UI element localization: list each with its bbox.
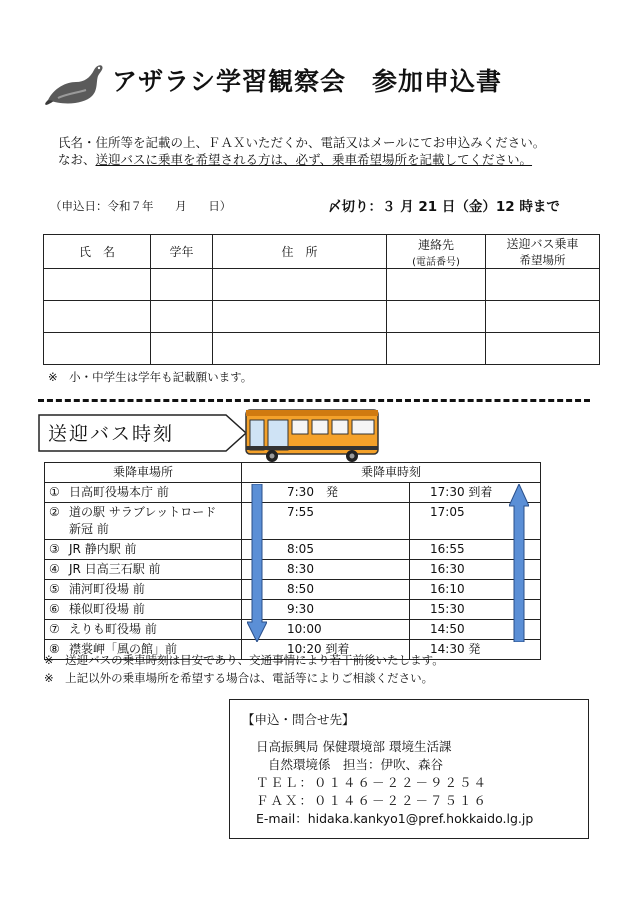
form-note: ※ 小・中学生は学年も記載願います。 (48, 370, 253, 384)
outbound-time: 10:20 到着 (242, 640, 410, 660)
contact-section: 自然環境係 担当：伊吹、森谷 (268, 757, 444, 772)
bus-schedule-table (44, 462, 541, 660)
application-form-table (43, 234, 600, 365)
intro-line-2-prefix: なお、 (58, 152, 96, 167)
stop-name: 道の駅 サラブレットロード (69, 505, 217, 519)
contact-department: 日高振興局 保健環境部 環境生活課 (256, 739, 452, 754)
schedule-row (45, 580, 541, 600)
return-time: 14:30 発 (410, 640, 541, 660)
form-entry-row (44, 269, 600, 301)
header-name: 氏 名 (44, 235, 151, 269)
schedule-row (45, 503, 541, 540)
address-field[interactable] (213, 269, 387, 301)
intro-line-2-underlined: 送迎バスに乗車を希望される方は、必ず、乗車希望場所を記載してください。 (95, 152, 533, 167)
outbound-time: 10:00 (242, 620, 410, 640)
schedule-header-row (45, 463, 541, 483)
application-date-month: 月 (175, 199, 187, 213)
stop-name: 襟裳岬「風の館」前 (69, 642, 178, 656)
return-time: 15:30 (410, 600, 541, 620)
stop-number: ⑤ (49, 582, 60, 596)
name-field[interactable] (44, 333, 151, 365)
header-bus (486, 235, 600, 269)
header-bus-sub: 希望場所 (519, 253, 566, 267)
intro-text (58, 134, 545, 168)
schedule-row (45, 620, 541, 640)
schedule-header-stop: 乗降車場所 (45, 463, 242, 483)
header-address: 住 所 (213, 235, 387, 269)
contact-heading: 【申込・問合せ先】 (242, 712, 355, 727)
stop-cell (45, 580, 242, 600)
stop-number: ⑧ (49, 642, 60, 656)
contact-tel[interactable]: ＴＥＬ：０１４６－２２－９２５４ (256, 775, 489, 790)
schedule-header-time: 乗降車時刻 (242, 463, 541, 483)
schedule-note: ※ 送迎バスの乗車時刻は目安であり、交通事情により若干前後いたします。 (44, 653, 444, 667)
schedule-row (45, 483, 541, 503)
form-entry-row (44, 333, 600, 365)
stop-cell (45, 483, 242, 503)
name-field[interactable] (44, 301, 151, 333)
intro-line-1: 氏名・住所等を記載の上、ＦＡＸいただくか、電話又はメールにてお申込みください。 (58, 135, 546, 150)
return-time: 17:30 到着 (410, 483, 541, 503)
stop-number: ③ (49, 542, 60, 556)
grade-field[interactable] (151, 333, 213, 365)
application-date (50, 198, 249, 214)
stop-name-line2: 新冠 前 (69, 522, 109, 536)
schedule-row (45, 540, 541, 560)
stop-number: ⑥ (49, 602, 60, 616)
outbound-time: 7:55 (242, 503, 410, 540)
phone-field[interactable] (387, 333, 486, 365)
stop-cell (45, 620, 242, 640)
application-date-label: （申込日：令和７年 (50, 199, 154, 213)
address-field[interactable] (213, 301, 387, 333)
header-contact (387, 235, 486, 269)
schedule-body (45, 483, 541, 660)
return-time: 16:10 (410, 580, 541, 600)
seal-icon (44, 60, 106, 108)
address-field[interactable] (213, 333, 387, 365)
bus-icon (242, 406, 382, 464)
bus-stop-field[interactable] (486, 333, 600, 365)
intro-line-2 (58, 151, 545, 168)
form-entry-row (44, 301, 600, 333)
outbound-time: 9:30 (242, 600, 410, 620)
stop-cell (45, 600, 242, 620)
stop-number: ② (49, 505, 60, 519)
deadline: 〆切り：３ 月 21 日（金）12 時まで (328, 199, 560, 215)
stop-name: 様似町役場 前 (69, 602, 145, 616)
stop-number: ⑦ (49, 622, 60, 636)
stop-number: ④ (49, 562, 60, 576)
arrow-up-icon (509, 484, 529, 642)
stop-name: 浦河町役場 前 (69, 582, 145, 596)
contact-email[interactable]: E-mail：hidaka.kankyo1@pref.hokkaido.lg.jp (256, 811, 534, 826)
arrow-down-icon (247, 484, 267, 642)
stop-cell (45, 560, 242, 580)
contact-box (229, 699, 589, 839)
return-time: 17:05 (410, 503, 541, 540)
stop-cell (45, 540, 242, 560)
bus-section-title: 送迎バス時刻 (48, 423, 175, 445)
return-time: 16:30 (410, 560, 541, 580)
grade-field[interactable] (151, 301, 213, 333)
phone-field[interactable] (387, 301, 486, 333)
stop-number: ① (49, 485, 60, 499)
outbound-time: 8:30 (242, 560, 410, 580)
schedule-row (45, 600, 541, 620)
schedule-note: ※ 上記以外の乗車場所を希望する場合は、電話等によりご相談ください。 (44, 671, 434, 685)
return-time: 14:50 (410, 620, 541, 640)
schedule-row (45, 560, 541, 580)
outbound-time: 8:05 (242, 540, 410, 560)
outbound-time: 7:30 発 (242, 483, 410, 503)
name-field[interactable] (44, 269, 151, 301)
bus-stop-field[interactable] (486, 269, 600, 301)
header-grade: 学年 (151, 235, 213, 269)
bus-stop-field[interactable] (486, 301, 600, 333)
return-time: 16:55 (410, 540, 541, 560)
header-bus-label: 送迎バス乗車 (506, 237, 579, 251)
header-contact-label: 連絡先 (417, 237, 454, 252)
phone-field[interactable] (387, 269, 486, 301)
header-contact-sub: (電話番号) (412, 256, 460, 268)
contact-fax: ＦＡＸ：０１４６－２２－７５１６ (256, 793, 489, 808)
grade-field[interactable] (151, 269, 213, 301)
divider (38, 399, 590, 402)
stop-name: えりも町役場 前 (69, 622, 157, 636)
stop-name: JR 静内駅 前 (69, 542, 137, 556)
stop-cell (45, 503, 242, 540)
form-header-row (44, 235, 600, 269)
stop-name: JR 日高三石駅 前 (69, 562, 161, 576)
schedule-notes (44, 651, 444, 687)
page-title: アザラシ学習観察会 参加申込書 (112, 67, 503, 96)
stop-name: 日高町役場本庁 前 (69, 485, 169, 499)
application-date-day: 日） (208, 199, 232, 213)
outbound-time: 8:50 (242, 580, 410, 600)
